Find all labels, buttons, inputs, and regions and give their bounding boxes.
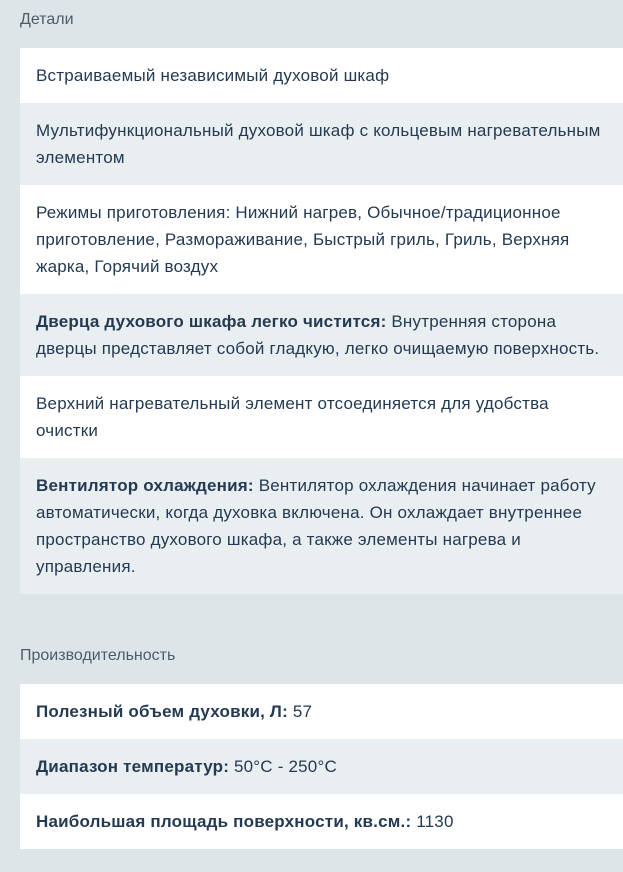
spec-row: [20, 185, 623, 294]
spec-row: [20, 103, 623, 185]
section-performance: [0, 594, 623, 849]
section-title-performance: Производительность: [20, 647, 176, 664]
spec-text: Верхний нагревательный элемент отсоединяется для удобства очистки: [36, 394, 549, 440]
spec-label: Полезный объем духовки, Л:: [36, 702, 288, 721]
spec-row: [20, 739, 623, 794]
spec-row: [20, 294, 623, 376]
spec-text: Режимы приготовления: Нижний нагрев, Обычное/традиционное приготовление, Размораживание, Быстрый гриль, Гриль, Верхняя жарка, Горячий воздух: [36, 203, 570, 276]
performance-rows: [20, 684, 623, 849]
details-rows: [20, 48, 623, 594]
spec-row: [20, 794, 623, 849]
spec-text: Встраиваемый независимый духовой шкаф: [36, 66, 390, 85]
spec-label: Наибольшая площадь поверхности, кв.см.:: [36, 812, 412, 831]
spec-label: Диапазон температур:: [36, 757, 230, 776]
spec-row: [20, 458, 623, 594]
spec-text: 50°C - 250°C: [229, 757, 337, 776]
spec-row: [20, 48, 623, 103]
spec-text: Мультифункциональный духовой шкаф с кольцевым нагревательным элементом: [36, 121, 601, 167]
section-title-details: Детали: [20, 11, 74, 28]
spec-row: [20, 684, 623, 739]
spec-row: [20, 376, 623, 458]
spec-text: 57: [287, 702, 313, 721]
spec-text: Внутренняя сторона дверцы представляет собой гладкую, легко очищаемую поверхность.: [36, 312, 600, 358]
spec-text: Вентилятор охлаждения начинает работу автоматически, когда духовка включена. Он охлаждает внутреннее пространство духового шкафа, а также элементы нагрева и управления.: [36, 476, 596, 576]
spec-label: Дверца духового шкафа легко чистится:: [36, 312, 387, 331]
spec-text: 1130: [411, 812, 454, 831]
spec-label: Вентилятор охлаждения:: [36, 476, 254, 495]
